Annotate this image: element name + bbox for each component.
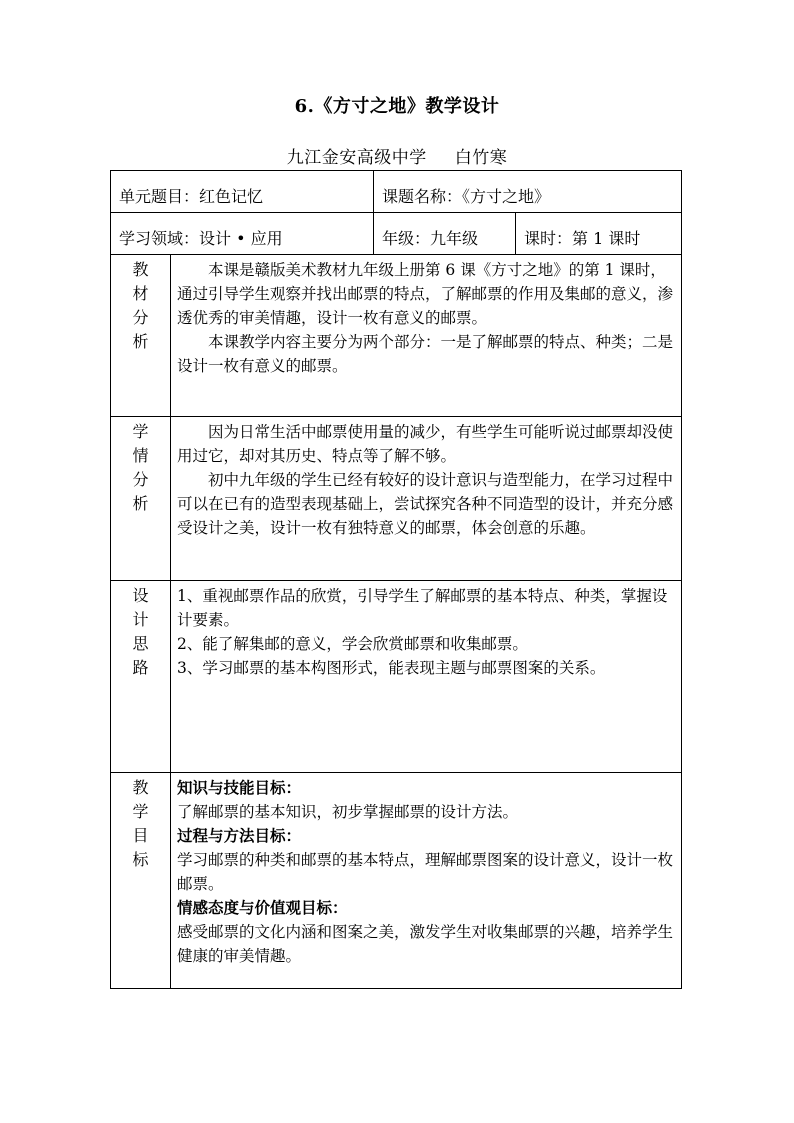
author-name: 白竹寒 <box>454 148 508 168</box>
design-item: 2、能了解集邮的意义，学会欣赏邮票和收集邮票。 <box>177 635 528 653</box>
design-label: 设 计 思 路 <box>111 581 171 773</box>
emotion-goal-heading: 情感态度与价值观目标： <box>177 898 348 917</box>
design-item: 3、学习邮票的基本构图形式，能表现主题与邮票图案的关系。 <box>177 659 606 677</box>
lesson-name-cell: 课题名称：《方寸之地》 <box>374 171 682 213</box>
lesson-plan-table <box>110 170 682 989</box>
process-goal-text: 学习邮票的种类和邮票的基本特点，理解邮票图案的设计意义，设计一枚邮票。 <box>177 851 674 893</box>
design-item: 1、重视邮票作品的欣赏，引导学生了解邮票的基本特点、种类，掌握设计要素。 <box>177 587 668 629</box>
unit-topic-cell: 单元题目：红色记忆 <box>111 171 374 213</box>
students-paragraph: 初中九年级的学生已经有较好的设计意识与造型能力，在学习过程中可以在已有的造型表现基础上，尝试探究各种不同造型的设计，并充分感受设计之美，设计一枚有独特意义的邮票，体会创意的乐趣。 <box>177 471 674 537</box>
material-label: 教 材 分 析 <box>111 255 171 417</box>
header-row-2 <box>111 213 682 255</box>
emotion-goal-text: 感受邮票的文化内涵和图案之美，激发学生对收集邮票的兴趣，培养学生健康的审美情趣。 <box>177 923 674 965</box>
material-row <box>111 255 682 417</box>
header-row-1 <box>111 171 682 213</box>
goals-row <box>111 773 682 989</box>
period-cell: 课时：第 1 课时 <box>516 213 682 255</box>
students-label: 学 情 分 析 <box>111 417 171 581</box>
goals-label: 教 学 目 标 <box>111 773 171 989</box>
design-row <box>111 581 682 773</box>
material-paragraph: 本课是赣版美术教材九年级上册第 6 课《方寸之地》的第 1 课时，通过引导学生观察并找出邮票的特点，了解邮票的作用及集邮的意义，渗透优秀的审美情趣，设计一枚有意义的邮票。 <box>177 261 674 327</box>
design-content <box>171 581 682 773</box>
school-name: 九江金安高级中学 <box>286 148 427 168</box>
goals-content <box>171 773 682 989</box>
students-content <box>171 417 682 581</box>
document-title: 6.《方寸之地》教学设计 <box>294 96 500 117</box>
field-cell: 学习领域：设计 • 应用 <box>111 213 374 255</box>
material-paragraph: 本课教学内容主要分为两个部分：一是了解邮票的特点、种类；二是设计一枚有意义的邮票。 <box>177 333 674 375</box>
knowledge-goal-text: 了解邮票的基本知识，初步掌握邮票的设计方法。 <box>177 803 519 821</box>
process-goal-heading: 过程与方法目标： <box>177 826 302 845</box>
material-content <box>171 255 682 417</box>
grade-cell: 年级：九年级 <box>374 213 516 255</box>
knowledge-goal-heading: 知识与技能目标： <box>177 778 302 797</box>
students-paragraph: 因为日常生活中邮票使用量的减少，有些学生可能听说过邮票却没使用过它，却对其历史、特点等了解不够。 <box>177 423 674 465</box>
author-line <box>0 143 794 168</box>
students-row <box>111 417 682 581</box>
